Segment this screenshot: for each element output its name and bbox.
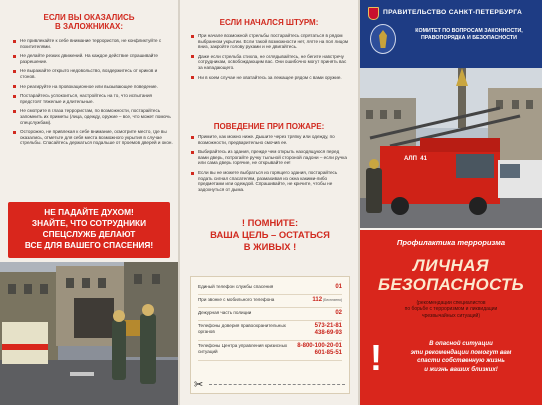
- hostage-list-item: Не смотрите в глаза террористам, по возможности, постарайтесь запомнить их приметы (лица, одежду, оружие – все, что может помочь спецслужбам).: [12, 108, 174, 125]
- storm-list-item: Даже если стрельба стихла, не оглядывайтесь, не бегите навстречу сотрудникам, освобождающим вас. Они ошибочно могут принять вас за нападающего.: [190, 54, 350, 71]
- hostage-callout-box: [8, 202, 170, 258]
- hostage-list-item: Не выражайте открыто недовольство, воздержитесь от криков и стонов.: [12, 68, 174, 79]
- phone-label: Дежурная часть полиции: [198, 310, 252, 315]
- fire-truck-photo: [360, 68, 542, 228]
- phone-number: 02: [335, 310, 342, 316]
- fire-list-item: Примите, как можно ниже. Дышите через тряпку или одежду, по возможности, предварительно смочив ее.: [190, 134, 350, 145]
- truck-label: АЛП 41: [404, 156, 427, 162]
- storm-heading: ЕСЛИ НАЧАЛСЯ ШТУРМ:: [219, 18, 319, 27]
- cover-subtitle: (рекомендации специалистов по борьбе с терроризмом и ликвидации чрезвычайных ситуаций): [404, 300, 498, 319]
- cover-title-line1: ЛИЧНАЯ: [413, 256, 489, 275]
- storm-list: [190, 33, 350, 84]
- phone-row: [198, 321, 342, 341]
- phone-number: 8-800-100-20-01 601-85-51: [297, 343, 342, 356]
- city-emblem-icon: [368, 7, 379, 20]
- hostage-list-item: Не реагируйте на провокационное или вызывающее поведение.: [12, 84, 174, 90]
- storm-list-item: Ни в коем случае не хватайтесь за лежащее рядом с вами оружие.: [190, 75, 350, 81]
- exclamation-icon: !: [370, 337, 382, 378]
- phone-label: Телефоны Центра управления кризисных ситуаций: [198, 343, 288, 354]
- phone-label: Единый телефон службы спасения: [198, 284, 274, 289]
- phone-note: (Бесплатно): [322, 298, 342, 302]
- phone-row: [198, 341, 342, 361]
- remember-callout: ! ПОМНИТЕ: ВАША ЦЕЛЬ – ОСТАТЬСЯ В ЖИВЫХ !: [210, 217, 330, 252]
- phone-number: 01: [335, 284, 342, 290]
- phone-label: При звонке с мобильного телефона: [198, 297, 275, 302]
- fire-list-item: Выбирайтесь из здания, прежде чем открыть находящуюся перед вами дверь, потрогайте ручку тыльной стороной ладони – если ручка или сама дверь горячие, не открывайте ее!: [190, 149, 350, 166]
- hostage-callout-text: НЕ ПАДАЙТЕ ДУХОМ! ЗНАЙТЕ, ЧТО СОТРУДНИКИ СПЕЦСЛУЖБ ДЕЛАЮТ ВСЕ ДЛЯ ВАШЕГО СПАСЕНИЯ!: [24, 207, 154, 250]
- phone-number: 112 (Бесплатно): [312, 297, 342, 303]
- fire-heading: ПОВЕДЕНИЕ ПРИ ПОЖАРЕ:: [213, 122, 325, 131]
- cover-kicker: Профилактика терроризма: [396, 238, 506, 247]
- fire-list: [190, 134, 350, 196]
- hostage-heading: ЕСЛИ ВЫ ОКАЗАЛИСЬ В ЗАЛОЖНИКАХ:: [43, 13, 135, 31]
- hostage-list-item: Постарайтесь успокоиться, настройтесь на то, что испытания предстоят тяжелые и длительные.: [12, 93, 174, 104]
- government-name: ПРАВИТЕЛЬСТВО САНКТ-ПЕТЕРБУРГА: [383, 9, 523, 16]
- phone-row: [198, 282, 342, 295]
- cover-note: В опасной ситуации эти рекомендации помогут вам спасти собственную жизнь и жизнь ваших близких!: [410, 340, 512, 373]
- left-panel: [0, 0, 178, 405]
- phone-number: 573-21-81 438-69-93: [314, 323, 342, 336]
- hostage-list-item: Осторожно, не привлекая к себе внимание, осмотрите место, где вы оказались, отметьте для себя места возможного укрытия в случае стрельбы. Спасайтесь держаться подальше от проемов дверей и окон.: [12, 129, 174, 146]
- committee-name: КОМИТЕТ ПО ВОПРОСАМ ЗАКОННОСТИ, ПРАВОПОРЯДКА И БЕЗОПАСНОСТИ: [415, 28, 523, 41]
- cut-line: [209, 384, 345, 385]
- cover-title-block: [360, 230, 542, 405]
- hostage-list: [12, 38, 174, 150]
- cover-panel: [360, 0, 542, 405]
- scissors-icon: ✂: [194, 379, 204, 391]
- phone-row: [198, 295, 342, 308]
- street-photo: [0, 262, 178, 405]
- phone-card: [190, 276, 350, 394]
- fire-list-item: Если вы не можете выбраться из горящего здания, постарайтесь подать сигнал спасателям, размахивая из окна какими-либо предметами или одеждой. Спрашивайте, не кричите, чтобы не задохнуться от дыма.: [190, 170, 350, 192]
- middle-panel: [180, 0, 358, 405]
- phone-label: Телефоны доверия правоохранительных органов: [198, 323, 286, 334]
- storm-list-item: При начале возможной стрельбы постарайтесь спрятаться в рядом выбранном укрытии. Если такой возможности нет, лягте на пол лицом вниз, закройте голову руками и не двигайтесь.: [190, 33, 350, 50]
- cover-header: [360, 0, 542, 68]
- hostage-list-item: Не делайте резких движений. На каждое действие спрашивайте разрешение.: [12, 53, 174, 64]
- hostage-list-item: Не привлекайте к себе внимание террористов, не конфликтуйте с похитителями.: [12, 38, 174, 49]
- cover-title-line2: БЕЗОПАСНОСТЬ: [378, 275, 524, 294]
- phone-row: [198, 308, 342, 321]
- committee-emblem-icon: [370, 24, 396, 54]
